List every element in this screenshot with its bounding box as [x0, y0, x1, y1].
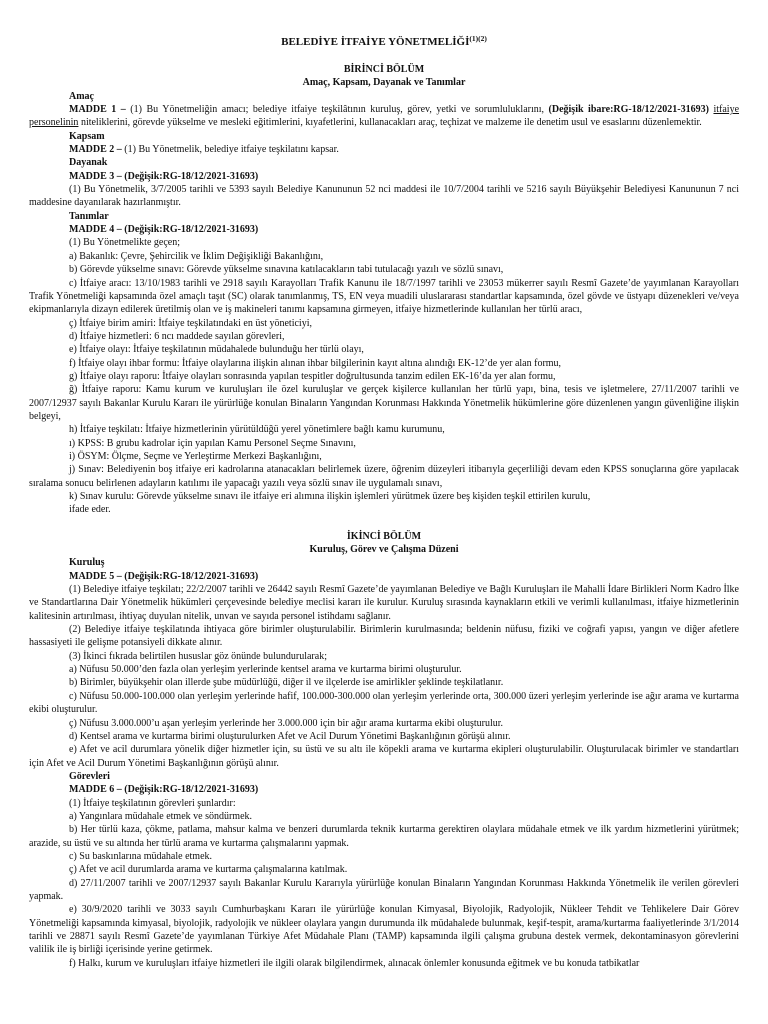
list-item: ı) KPSS: B grubu kadrolar için yapılan Kamu Personel Seçme Sınavını, — [69, 437, 356, 449]
list-item: (1) İtfaiye teşkilatının görevleri şunlardır: — [69, 797, 236, 809]
list-item: f) İtfaiye olayı ihbar formu: İtfaiye olaylarına ilişkin alınan ihbar bilgilerinin kayıt altına alındığı EK-12’de yer alan formu, — [69, 357, 562, 369]
article-heading: Görevleri — [69, 770, 110, 782]
list-item: j) Sınav: Belediyenin boş itfaiye eri kadrolarına atanacakları belirlemek üzere, öğrenim düzeyleri itibarıyla geçerliliği devam eden KPSS sonuçlarına göre yapılacak sıralama sonucu belirlenen adayların katılımı ile yapacağı yazılı veya sözlü sınav ile uygulamalı sınavı, — [29, 464, 739, 489]
list-item: ğ) İtfaiye raporu: Kamu kurum ve kuruluşları ile özel kuruluşlar ve gerçek kişilerce kullanılan her türlü yapı, bina, tesis ve işletmelere, 27/11/2007 tarihli ve 2007/12937 sayılı Bakanlar Kurulu Kararı ile yürürlüğe konulan Binaların Yangından Korunması Hakkında Yönetmelik hükümlerine göre düzenlenen yangın güvenliğine ilişkin belgeyi, — [29, 384, 739, 422]
part-number: BİRİNCİ BÖLÜM — [343, 64, 425, 75]
article-heading: Kapsam — [69, 130, 105, 142]
section-gap — [29, 517, 739, 530]
article-lead: MADDE 2 – — [69, 144, 122, 156]
list-item: b) Görevde yükselme sınavı: Görevde yükselme sınavına katılacakların tabi tutulacağı yazılı ve sözlü sınavı, — [69, 264, 504, 276]
article-lead: MADDE 1 – — [69, 104, 126, 116]
list-item: d) İtfaiye hizmetleri: 6 ncı maddede sayılan görevleri, — [69, 330, 285, 342]
list-item: d) Kentsel arama ve kurtarma birimi oluşturulurken Afet ve Acil Durum Yönetimi Başkanlığının görüşü alınır. — [69, 730, 511, 742]
list-item: i) ÖSYM: Ölçme, Seçme ve Yerleştirme Merkezi Başkanlığını, — [69, 450, 322, 462]
list-item: a) Yangınlara müdahale etmek ve söndürmek. — [69, 810, 253, 822]
list-item: g) İtfaiye olayı raporu: İtfaiye olayları sonrasında yapılan tespitler doğrultusunda tanzim edilen EK-16’da yer alan formu, — [69, 370, 556, 382]
list-item: ifade eder. — [69, 504, 111, 516]
document-title — [29, 35, 739, 49]
list-item: h) İtfaiye teşkilatı: İtfaiye hizmetlerinin yürütüldüğü yerel yönetimlere bağlı kamu kurumunu, — [69, 424, 445, 436]
list-item: a) Nüfusu 50.000’den fazla olan yerleşim yerlerinde kentsel arama ve kurtarma birimi oluşturulur. — [69, 664, 462, 676]
part-number: İKİNCİ BÖLÜM — [346, 530, 422, 542]
list-item: d) 27/11/2007 tarihli ve 2007/12937 sayılı Bakanlar Kurulu Kararıyla yürürlüğe konulan Binaların Yangından Korunması Hakkında Yönetmelik ile verilen görevleri yapmak. — [29, 877, 739, 902]
list-item: a) Bakanlık: Çevre, Şehircilik ve İklim Değişikliği Bakanlığını, — [69, 250, 324, 262]
article-heading: Dayanak — [69, 157, 108, 169]
article-heading: Tanımlar — [69, 210, 109, 222]
part-title: Amaç, Kapsam, Dayanak ve Tanımlar — [302, 77, 466, 89]
list-item: c) Su baskınlarına müdahale etmek. — [69, 850, 213, 862]
article-lead-line: MADDE 4 – (Değişik:RG-18/12/2021-31693) — [69, 224, 259, 236]
list-item: (2) Belediye itfaiye teşkilatında ihtiyaca göre birimler oluşturulabilir. Birimlerin kurulmasında; beldenin nüfusu, fiziki ve coğrafi yapısı, yangın ve diğer afetlere hassasiyeti ile gelişme potansiyeli dikkate alınır. — [29, 624, 739, 649]
list-item: (3) İkinci fıkrada belirtilen hususlar göz önünde bulundurularak; — [69, 650, 327, 662]
list-item: (1) Belediye itfaiye teşkilatı; 22/2/2007 tarihli ve 26442 sayılı Resmî Gazete’de yayımlanan Belediye ve Bağlı Kuruluşları ile Mahalli İdare Birlikleri Norm Kadro İlke ve Standartlarına Dair Yönetmelik hükümleri çerçevesinde belediye meclisi kararı ile kurulur. Kuruluş sırasında kaynakların etkili ve verimli kullanılması, itfaiye hizmetlerinin kalitesinin artırılması, ihtiyaç duyulan nitelik, unvan ve sayıda personel istihdamı sağlanır. — [29, 584, 739, 622]
list-item: c) Nüfusu 50.000-100.000 olan yerleşim yerlerinde hafif, 100.000-300.000 olan yerleşim yerlerinde orta, 300.000 üzeri yerleşim yerlerinde ise ağır arama ve kurtarma ekibi oluşturulur. — [29, 690, 739, 716]
article-lead-line: MADDE 3 – (Değişik:RG-18/12/2021-31693) — [69, 170, 259, 182]
list-item: (1) Bu Yönetmelikte geçen; — [69, 237, 180, 249]
list-item: ç) Afet ve acil durumlarda arama ve kurtarma çalışmalarına katılmak. — [69, 864, 348, 876]
list-item: b) Her türlü kaza, çökme, patlama, mahsur kalma ve benzeri durumlarda teknik kurtarma gerektiren olaylara müdahale etmek ve ilk yardım hizmetlerini yürütmek; arazide, su üstü ve su altında her türlü arama ve kurtarma çalışmalarını yapmak. — [29, 824, 739, 849]
underlined-phrase: itfaiye personelinin — [29, 104, 740, 129]
article-heading: Kuruluş — [69, 557, 105, 569]
list-item: e) İtfaiye olayı: İtfaiye teşkilatının müdahalede bulunduğu her türlü olayı, — [69, 344, 364, 356]
list-item: ç) Nüfusu 3.000.000’u aşan yerleşim yerlerinde her 3.000.000 için bir ağır arama kurtarma ekibi oluşturulur. — [69, 717, 504, 729]
article-paragraph: (1) Bu Yönetmelik, 3/7/2005 tarihli ve 5393 sayılı Belediye Kanununun 52 nci maddesi ile 10/7/2004 tarihli ve 5216 sayılı Büyükşehir Belediyesi Kanununun 7 nci maddesine dayanılarak hazırlanmıştır. — [29, 184, 739, 209]
list-item: c) İtfaiye aracı: 13/10/1983 tarihli ve 2918 sayılı Karayolları Trafik Kanunu ile 18/7/1997 tarihli ve 23053 mükerrer sayılı Resmî Gazete’de yayımlanan Karayolları Trafik Yönetmeliği kapsamında özel amaçlı taşıt (SC) olarak tanımlanmış, TS, EN veya muadili uluslararası standartlar kapsamında, özel gövde ve üstyapı düzenekleri ve/veya ekipmanlarıyla dizayn edilerek üretilmiş olan ve iş makineleri tanımı kapsamına girmeyen, itfaiye hizmetlerinde kullanılan her türlü aracı, — [29, 277, 739, 316]
list-item: k) Sınav kurulu: Görevde yükselme sınavı ile itfaiye eri alımına ilişkin işlemleri yürütmek üzere beş kişiden teşkil ettirilen kurulu, — [69, 491, 591, 502]
article-lead-line: MADDE 5 – (Değişik:RG-18/12/2021-31693) — [69, 570, 259, 582]
article-lead-line: MADDE 6 – (Değişik:RG-18/12/2021-31693) — [69, 784, 259, 796]
list-item: b) Birimler, büyükşehir olan illerde şube müdürlüğü, diğer il ve ilçelerde ise amirlikler şeklinde teşkilatlanır. — [69, 677, 504, 689]
title-footnote-ref[interactable]: (1)(2) — [469, 34, 487, 43]
list-item: e) 30/9/2020 tarihli ve 3033 sayılı Cumhurbaşkanı Kararı ile yürürlüğe konulan Kimyasal, Biyolojik, Radyolojik, Nükleer Tehdit ve Tehlikelere Dair Görev Yönetmeliği kapsamında kimyasal, biyolojik, radyolojik ve nükleer olaylara yangın durumunda ilk müdahalede bulunmak, keşif-tespit, arama/kurtarma faaliyetlerinde 3/1/2014 tarihli ve 28871 sayılı Resmî Gazete’de yayımlanan Türkiye Afet Müdahale Planı (TAMP) kapsamında ilgili çalışma grubuna destek vermek, dekontaminasyon görevlerini valilik ile iş birliği içerisinde yerine getirmek. — [29, 904, 739, 956]
article-paragraph: MADDE 1 – (1) Bu Yönetmeliğin amacı; belediye itfaiye teşkilâtının kuruluş, görev, yetki ve sorumluluklarını, (Değişik ibare:RG-18/12/2021-31693) itfaiye personelinin niteliklerini, görevde yükselme ve mesleki eğitimlerini, kıyafetlerini, kullanacakları araç, teçhizat ve malzeme ile denetim usul ve esaslarını düzenlemektir. — [29, 104, 740, 129]
part-title: Kuruluş, Görev ve Çalışma Düzeni — [309, 544, 459, 556]
list-item: ç) İtfaiye birim amiri: İtfaiye teşkilatındaki en üst yöneticiyi, — [69, 317, 312, 329]
title-text: BELEDİYE İTFAİYE YÖNETMELİĞİ — [281, 36, 470, 48]
list-item: f) Halkı, kurum ve kuruluşları itfaiye hizmetleri ile ilgili olarak bilgilendirmek, alınacak önlemler konusunda eğitmek ve bu konuda tatbikatlar — [69, 957, 640, 969]
revision-note: (Değişik ibare:RG-18/12/2021-31693) — [548, 104, 709, 116]
list-item: e) Afet ve acil durumlara yönelik diğer hizmetler için, su üstü ve su altı ile köpekli arama ve kurtarma ekipleri oluşturulabilir. Oluşturulacak birimler ve standartları için Afet ve Acil Durum Yönetimi Başkanlığının görüşü alınır. — [29, 744, 739, 769]
article-paragraph: MADDE 2 – (1) Bu Yönetmelik, belediye itfaiye teşkilatını kapsar. — [69, 144, 339, 156]
article-heading: Amaç — [69, 90, 94, 102]
